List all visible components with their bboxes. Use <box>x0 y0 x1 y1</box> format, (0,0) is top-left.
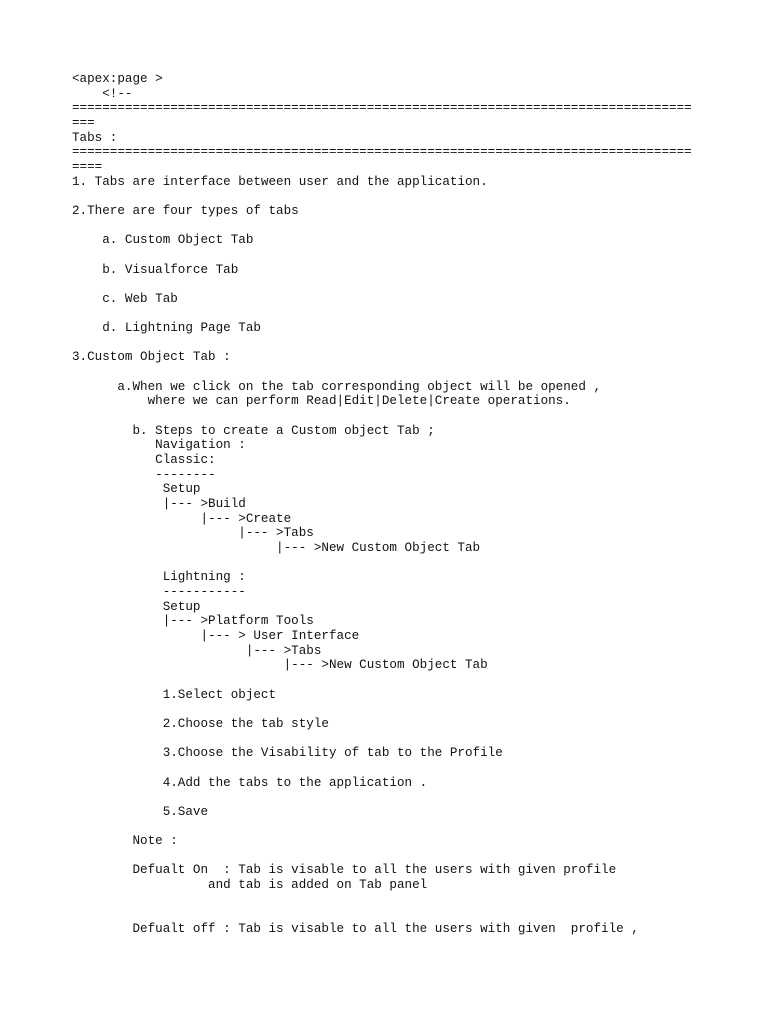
text-line: |--- >Tabs <box>72 643 322 658</box>
text-line: ----------- <box>72 584 246 599</box>
text-line: === <box>72 115 95 130</box>
text-line: ================================================================================== <box>72 101 692 116</box>
text-line: 2.There are four types of tabs <box>72 203 299 218</box>
text-line: Tabs : <box>72 130 118 145</box>
text-line: Note : <box>72 834 178 849</box>
text-line: d. Lightning Page Tab <box>72 321 261 336</box>
text-line: 4.Add the tabs to the application . <box>72 775 428 790</box>
text-line: 2.Choose the tab style <box>72 716 329 731</box>
text-line: Lightning : <box>72 570 246 585</box>
text-line: ================================================================================== <box>72 145 692 160</box>
text-line: Classic: <box>72 453 216 468</box>
text-line: |--- > User Interface <box>72 628 360 643</box>
text-line: b. Steps to create a Custom object Tab ; <box>72 423 435 438</box>
text-line: <!-- <box>72 86 133 101</box>
text-line: b. Visualforce Tab <box>72 262 239 277</box>
text-line: -------- <box>72 467 216 482</box>
text-line: ==== <box>72 159 103 174</box>
text-line: 3.Choose the Visability of tab to the Profile <box>72 746 503 761</box>
text-line: a. Custom Object Tab <box>72 233 254 248</box>
text-line: <apex:page > <box>72 72 163 86</box>
text-line: a.When we click on the tab corresponding object will be opened , <box>72 379 602 394</box>
document-page <box>72 72 712 937</box>
text-line: |--- >New Custom Object Tab <box>72 658 488 673</box>
text-line: c. Web Tab <box>72 291 178 306</box>
text-line: |--- >Tabs <box>72 526 314 541</box>
text-line: 3.Custom Object Tab : <box>72 350 231 365</box>
text-line: 1.Select object <box>72 687 277 702</box>
text-line: and tab is added on Tab panel <box>72 878 428 893</box>
text-line: 1. Tabs are interface between user and the application. <box>72 174 488 189</box>
text-line: Defualt On : Tab is visable to all the users with given profile <box>72 863 617 878</box>
text-line: |--- >Platform Tools <box>72 614 314 629</box>
text-line: Setup <box>72 482 201 497</box>
text-line: Navigation : <box>72 438 246 453</box>
text-line: |--- >New Custom Object Tab <box>72 541 481 555</box>
text-line: |--- >Create <box>72 511 292 526</box>
text-line: Setup <box>72 599 201 614</box>
code-text-block <box>72 72 712 937</box>
text-line: |--- >Build <box>72 497 246 512</box>
text-line: 5.Save <box>72 804 209 819</box>
text-line: where we can perform Read|Edit|Delete|Create operations. <box>72 394 571 409</box>
text-line: Defualt off : Tab is visable to all the users with given profile , <box>72 922 639 937</box>
